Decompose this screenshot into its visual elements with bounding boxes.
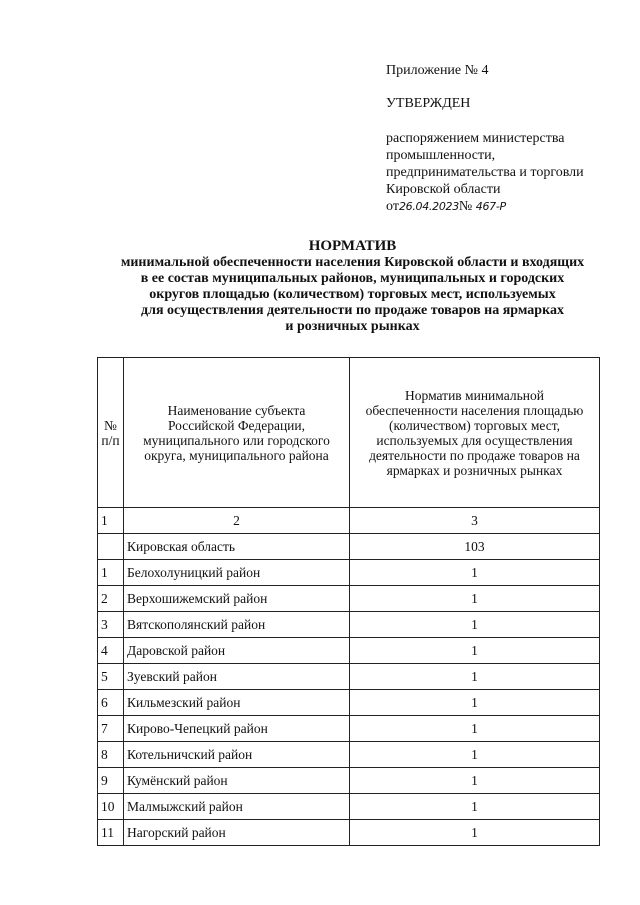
row-name: Кировская область (124, 534, 350, 560)
header-number: № п/п (98, 358, 124, 508)
row-value: 1 (350, 820, 600, 846)
table-row (98, 638, 600, 664)
spacer (386, 79, 616, 95)
row-number: 11 (98, 820, 124, 846)
column-number: 2 (124, 508, 350, 534)
table-row (98, 612, 600, 638)
row-number: 6 (98, 690, 124, 716)
row-value: 1 (350, 638, 600, 664)
spacer (386, 112, 616, 130)
table-row (98, 794, 600, 820)
approval-by-line: промышленности, (386, 148, 496, 163)
row-value: 1 (350, 560, 600, 586)
document-title (90, 238, 615, 335)
title-line: и розничных рынках (285, 319, 420, 334)
row-number: 10 (98, 794, 124, 820)
row-number: 7 (98, 716, 124, 742)
table-row (98, 716, 600, 742)
row-value: 1 (350, 716, 600, 742)
table-header-row (98, 358, 600, 508)
date-prefix: от (386, 199, 399, 214)
row-name: Даровской район (124, 638, 350, 664)
row-number: 4 (98, 638, 124, 664)
row-value: 1 (350, 690, 600, 716)
handwritten-date: 26.04.2023 (398, 200, 459, 213)
row-name: Нагорский район (124, 820, 350, 846)
table-row (98, 820, 600, 846)
column-number: 1 (98, 508, 124, 534)
header-norm: Норматив минимальной обеспеченности населения площадью (количеством) торговых мест, используемых для осуществления деятельности по продаже товаров на ярмарках и розничных рынках (350, 358, 600, 508)
row-name: Кирово-Чепецкий район (124, 716, 350, 742)
row-name: Котельничский район (124, 742, 350, 768)
row-value: 1 (350, 768, 600, 794)
table-row (98, 586, 600, 612)
title-line: для осуществления деятельности по продаже товаров на ярмарках (141, 303, 564, 318)
title-line: в ее состав муниципальных районов, муниципальных и городских (140, 271, 565, 286)
approved-label: УТВЕРЖДЕН (386, 96, 471, 111)
row-value: 1 (350, 794, 600, 820)
column-number: 3 (350, 508, 600, 534)
row-name: Вятскополянский район (124, 612, 350, 638)
row-number (98, 534, 124, 560)
row-name: Кильмезский район (124, 690, 350, 716)
handwritten-number: 467-Р (475, 200, 506, 213)
region-row (98, 534, 600, 560)
title-line: округов площадью (количеством) торговых мест, используемых (149, 287, 556, 302)
row-number: 9 (98, 768, 124, 794)
approval-by-line: распоряжением министерства (386, 131, 565, 146)
row-name: Белохолуницкий район (124, 560, 350, 586)
row-number: 5 (98, 664, 124, 690)
row-number: 8 (98, 742, 124, 768)
appendix-label: Приложение № 4 (386, 63, 489, 78)
table-row (98, 560, 600, 586)
row-name: Кумёнский район (124, 768, 350, 794)
row-number: 1 (98, 560, 124, 586)
row-number: 2 (98, 586, 124, 612)
row-number: 3 (98, 612, 124, 638)
table-row (98, 768, 600, 794)
row-value: 1 (350, 742, 600, 768)
title-line: минимальной обеспеченности населения Кировской области и входящих (120, 255, 585, 270)
approval-by-line: Кировской области (386, 182, 501, 197)
header-name: Наименование субъекта Российской Федерации, муниципального или городского округа, муниципального района (124, 358, 350, 508)
row-value: 103 (350, 534, 600, 560)
row-value: 1 (350, 664, 600, 690)
approval-block (386, 62, 616, 215)
column-number-row (98, 508, 600, 534)
table-row (98, 690, 600, 716)
table-row (98, 742, 600, 768)
row-name: Малмыжский район (124, 794, 350, 820)
row-name: Верхошижемский район (124, 586, 350, 612)
row-value: 1 (350, 612, 600, 638)
row-value: 1 (350, 586, 600, 612)
norms-table (97, 357, 600, 846)
approval-by-line: предпринимательства и торговли (386, 165, 584, 180)
table-row (98, 664, 600, 690)
title-heading: НОРМАТИВ (308, 238, 397, 254)
approval-date-row (386, 198, 616, 215)
number-prefix: № (458, 199, 473, 214)
row-name: Зуевский район (124, 664, 350, 690)
